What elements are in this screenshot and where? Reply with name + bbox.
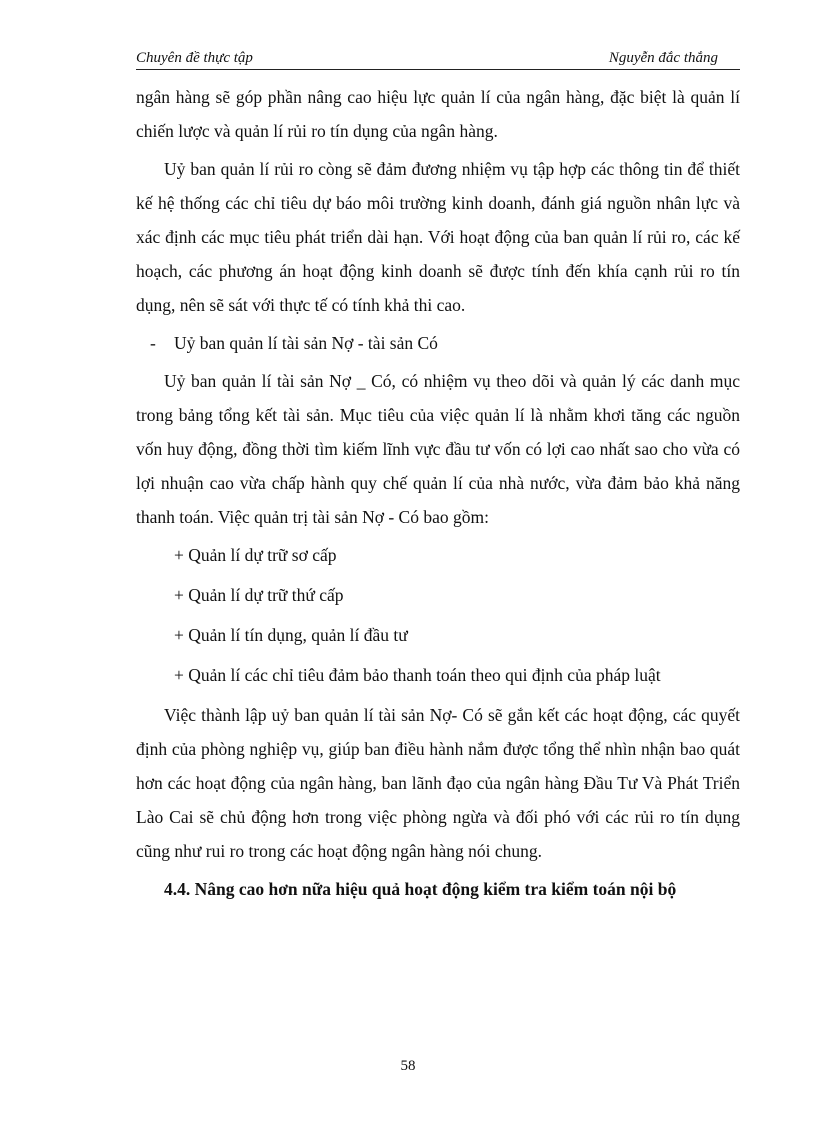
plus-item: + Quản lí dự trữ sơ cấp bbox=[174, 545, 337, 565]
paragraph-4: Việc thành lập uỷ ban quản lí tài sản Nợ- Có sẽ gắn kết các hoạt động, các quyết định của phòng nghiệp vụ, giúp ban điều hành nắm được tổng thể nhìn nhận bao quát hơn các hoạt động của ngân hàng, ban lãnh đạo của ngân hàng Đầu Tư Và Phát Triển Lào Cai sẽ chủ động hơn trong việc phòng ngừa và đối phó với các rủi ro tín dụng cũng như rui ro trong các hoạt động ngân hàng nói chung. bbox=[136, 705, 740, 861]
section-heading: 4.4. Nâng cao hơn nữa hiệu quả hoạt động kiểm tra kiểm toán nội bộ bbox=[164, 879, 677, 899]
plus-item: + Quản lí các chỉ tiêu đảm bảo thanh toán theo qui định của pháp luật bbox=[174, 665, 661, 685]
plus-item: + Quản lí tín dụng, quản lí đầu tư bbox=[174, 625, 408, 645]
paragraph-1: ngân hàng sẽ góp phần nâng cao hiệu lực quản lí của ngân hàng, đặc biệt là quản lí chiến lược và quản lí rủi ro tín dụng của ngân hàng. bbox=[136, 87, 740, 141]
bullet-text: Uỷ ban quản lí tài sản Nợ - tài sản Có bbox=[174, 333, 438, 353]
header-title: Chuyên đề thực tập bbox=[136, 50, 253, 66]
plus-item: + Quản lí dự trữ thứ cấp bbox=[174, 585, 344, 605]
plus-list bbox=[136, 538, 740, 692]
paragraph-2: Uỷ ban quản lí rủi ro còng sẽ đảm đương nhiệm vụ tập hợp các thông tin để thiết kế hệ thống các chỉ tiêu dự báo môi trường kinh doanh, đánh giá nguồn nhân lực và xác định các mục tiêu phát triển dài hạn. Với hoạt động của ban quản lí rủi ro, các kế hoạch, các phương án hoạt động kinh doanh sẽ được tính đến khía cạnh rủi ro tín dụng, nên sẽ sát với thực tế có tính khả thi cao. bbox=[136, 159, 740, 315]
page-header bbox=[136, 49, 740, 70]
paragraph-3: Uỷ ban quản lí tài sản Nợ _ Có, có nhiệm vụ theo dõi và quản lý các danh mục trong bảng tổng kết tài sản. Mục tiêu của việc quản lí là nhằm khơi tăng các nguồn vốn huy động, đồng thời tìm kiếm lĩnh vực đầu tư vốn có lợi cao nhất sao cho vừa có lợi nhuận cao vừa chấp hành quy chế quản lí của nhà nước, vừa đảm bảo khả năng thanh toán. Việc quản trị tài sản Nợ - Có bao gồm: bbox=[136, 371, 740, 527]
body-content bbox=[136, 80, 740, 906]
page-number: 58 bbox=[400, 1058, 416, 1074]
bullet-item bbox=[136, 326, 740, 360]
header-author: Nguyễn đắc thắng bbox=[608, 50, 718, 66]
bullet-dash: - bbox=[150, 333, 156, 353]
